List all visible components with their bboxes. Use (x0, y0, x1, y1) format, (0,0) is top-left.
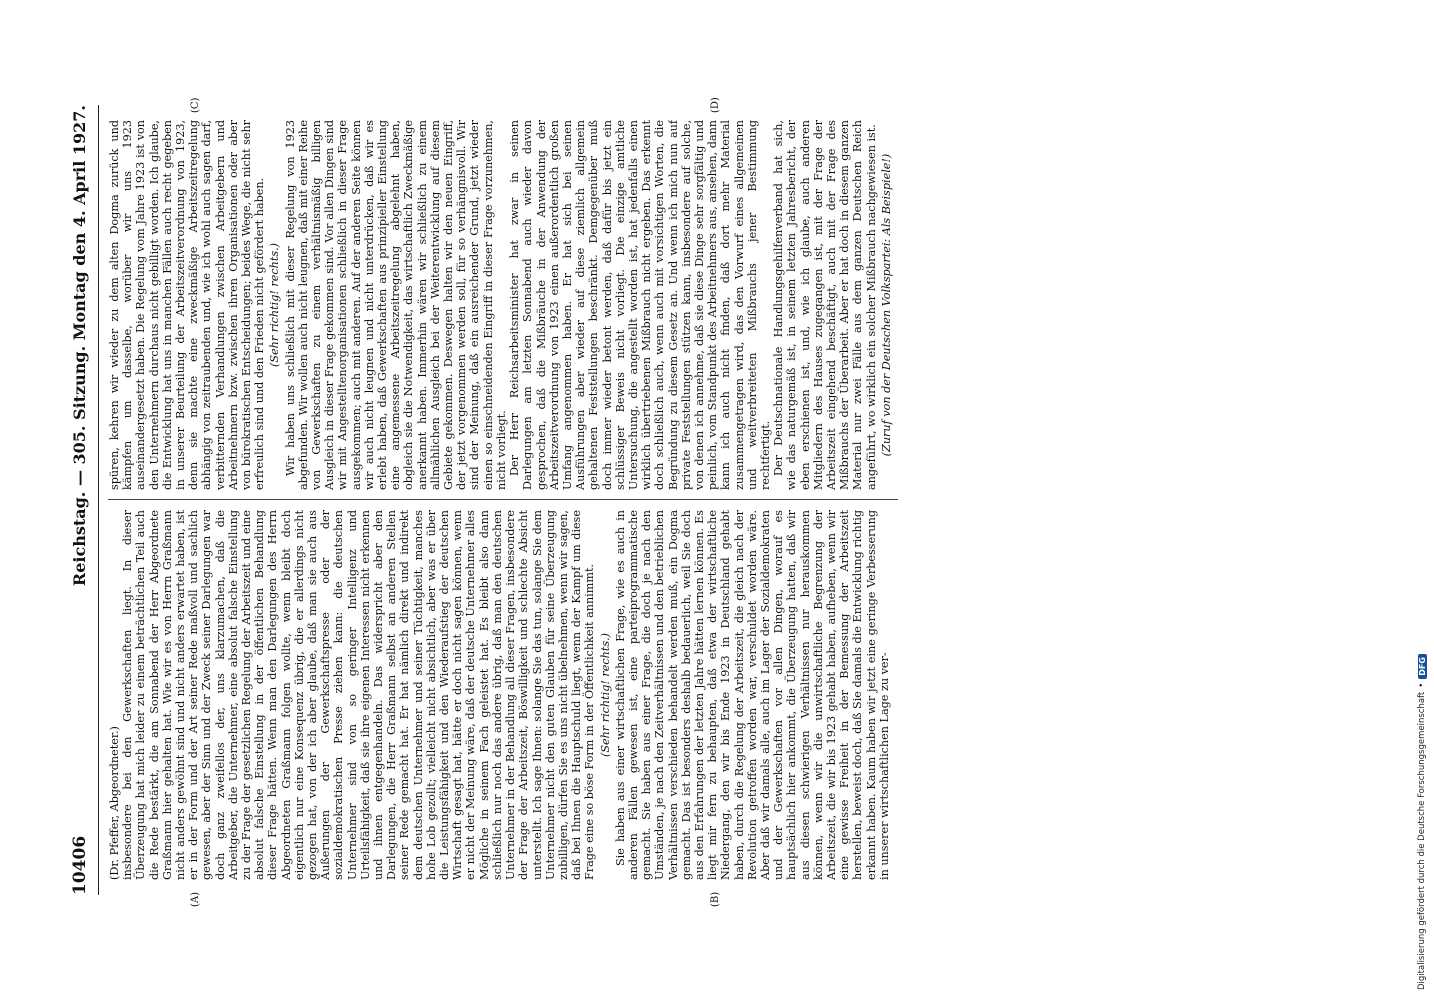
dfg-logo-badge: DFG (1418, 654, 1427, 679)
paragraph: Der Herr Reichsarbeitsminister hat zwar in seinen Darlegungen am letzten Sonnabend auch wieder davon gesprochen, daß die Mißbräuche in der Anwendung der Arbeitszeitverordnung von 1923 einen außerordentlich großen Umfang angenommen haben. Er hat sich bei seinen Ausführungen aber wieder auf diese ziemlich allgemein gehaltenen Feststellungen beschränkt. Demgegenüber muß doch immer wieder betont werden, daß dafür bis jetzt ein schlüssiger Beweis nicht vorliegt. Die einzige amtliche Untersuchung, die angestellt worden ist, hat jedenfalls einen wirklich übertriebenen Mißbrauch nicht ergeben. Das erkennt doch schließlich auch, wenn auch mit vorsichtigen Worten, die Begründung zu diesem Gesetz an. Und wenn ich mich nun auf private Feststellungen stützen kann, insbesondere auf solche, von denen ich annehme, daß sie diese Dinge sehr sorgfältig und peinlich, vom Standpunkt des Arbeitnehmers aus, ansehen, dann kann ich auch nicht finden, daß dort mehr Material zusammengetragen wird, das den Vorwurf eines allgemeinen und weitverbreiteten Mißbrauchs jener Bestimmung rechtfertigt. (508, 120, 772, 490)
paragraph: insbesondere bei den Gewerkschaften liegt. In dieser Überzeugung hat mich leider zu einem beträchtlichen Teil auch die Rede bestärkt, die am Sonnabend der Herr Abgeordnete Graßmann hier gehalten hat. Wie wir es von Herrn Graßmann nicht anders gewöhnt sind und nicht anders erwartet haben, ist er in der Form und der Art seiner Rede maßvoll und sachlich gewesen, aber der Sinn und der Zweck seiner Darlegungen war doch ganz zweifellos der, uns klarzumachen, daß die Arbeitgeber, die Unternehmer, eine absolut falsche Einstellung zu der Frage der gesetzlichen Regelung der Arbeitszeit und eine absolut falsche Einstellung in der öffentlichen Behandlung dieser Frage hätten. Wenn man den Darlegungen des Herrn Abgeordneten Graßmann folgen wollte, wenn bleibt doch eigentlich nur eine Konsequenz übrig, die er allerdings nicht gezogen hat, von der ich aber glaube, daß man sie auch aus Äußerungen der Gewerkschaftspresse oder der sozialdemokratischen Presse ziehen kann: die deutschen Unternehmer sind von so geringer Intelligenz und Urteilsfähigkeit, daß sie ihre eigenen Interessen nicht erkennen und ihnen entgegenhandeln. Das widerspricht aber den Darlegungen, die Herr Graßmann selbst an anderen Stellen seiner Rede gemacht hat. Er hat nämlich direkt und indirekt dem deutschen Unternehmer und seiner Tüchtigkeit, manches hohe Lob gezollt; vielleicht nicht absichtlich, aber was er über die Leistungsfähigkeit und den Wiederaufstieg der deutschen Wirtschaft gesagt hat, hätte er doch nicht sagen können, wenn er nicht der Meinung wäre, daß der deutsche Unternehmer alles Mögliche in seinem Fach geleistet hat. Es bleibt also dann schließlich nur noch das andere übrig, daß man den deutschen Unternehmer in der Behandlung all dieser Fragen, insbesondere der Frage der Arbeitszeit, Böswilligkeit und schlechte Absicht unterstellt. Ich sage Ihnen: solange Sie das tun, solange Sie dem Unternehmer nicht den guten Glauben für seine Überzeugung zubilligen, dürfen Sie es uns nicht übelnehmen, wenn wir sagen, daß bei Ihnen die Hauptschuld liegt, wenn der Kampf um diese Frage eine so böse Form in der Öffentlichkeit annimmt. (121, 510, 597, 880)
paragraph: Sie haben aus einer wirtschaftlichen Frage, wie es auch in anderen Fällen gewesen ist, eine parteiprogrammatische gemacht. Sie haben aus einer Frage, die doch je nach den Umständen, je nach den Zeitverhältnissen und den betrieblichen Verhältnissen verschieden behandelt werden muß, ein Dogma gemacht. Das ist besonders deshalb bedauerlich, weil Sie doch aus den Erfahrungen der letzten Jahre hätten lernen können. Es liegt mir fern zu behaupten, daß etwa der wirtschaftliche Niedergang, den wir bis Ende 1923 in Deutschland gehabt haben, durch die Regelung der Arbeitszeit, die gleich nach der Revolution getroffen worden war, verschuldet worden wäre. Aber daß wir damals alle, auch im Lager der Sozialdemokraten und der Gewerkschaften vor allen Dingen, worauf es hauptsächlich hier ankommt, die Überzeugung hatten, daß wir aus diesen schwierigen Verhältnissen nur herauskommen können, wenn wir die unwirtschaftliche Begrenzung der Arbeitszeit, die wir bis 1923 gehabt haben, aufheben, wenn wir eine gewisse Freiheit in der Bemessung der Arbeitszeit herstellen, beweist doch, daß Sie damals die Entwicklung richtig erkannt haben. Kaum haben wir jetzt eine geringe Verbesserung in unserer wirtschaftlichen Lage zu ver- (613, 510, 891, 880)
page-header (70, 105, 98, 895)
digitization-note: Digitalisierung gefördert durch die Deutsche Forschungsgemeinschaft • DFG (1415, 10, 1429, 990)
speaker-label: (Dr. Pfeffer, Abgeordneter.) (108, 726, 121, 880)
margin-letter-a: (A) (190, 891, 201, 907)
interjection: (Sehr richtig! rechts.) (268, 242, 282, 368)
header-rule (98, 105, 99, 895)
margin-letter-c: (C) (190, 97, 201, 113)
paragraph: Der Deutschnationale Handlungsgehilfenverband hat sich, wie das naturgemäß ist, in seinem letzten Jahresbericht, der eben erschienen ist, und, wie ich glaube, auch anderen Mitgliedern des Hauses zugegangen ist, mit der Frage der Arbeitszeit eingehend beschäftigt, auch mit der Frage des Mißbrauchs der Überarbeit. Aber er hat doch in diesem ganzen Material nur zwei Fälle aus dem ganzen Deutschen Reich angeführt, wo wirklich ein solcher Mißbrauch nachgewiesen ist. (772, 120, 878, 490)
interjection: (Zuruf von der Deutschen Volkspartei: Als Beispiele!) (879, 153, 893, 457)
left-column (108, 510, 898, 880)
margin-letter-d: (D) (710, 97, 721, 113)
margin-letter-b: (B) (710, 891, 721, 907)
page-title: Reichstag. — 305. Sitzung. Montag den 4. April 1927. (70, 105, 89, 587)
paragraph: Wir haben uns schließlich mit dieser Regelung von 1923 abgefunden. Wir wollen auch nicht leugnen, daß mit einer Reihe von Gewerkschaften zu einem verhältnismäßig billigen Ausgleich in dieser Frage gekommen sind. Vor allen Dingen sind wir mit Angestelltenorganisationen schließlich in dieser Frage ausgekommen; auch mit anderen. Auf der anderen Seite können wir auch nicht leugnen und nicht unterdrücken, daß wir es erlebt haben, daß Gewerkschaften aus prinzipieller Einstellung eine angemessene Arbeitszeitregelung abgelehnt haben, obgleich sie die Notwendigkeit, das wirtschaftlich Zweckmäßige anerkannt haben. Immerhin wären wir schließlich zu einem allmählichen Ausgleich bei der Weiterentwicklung auf diesem Gebiete gekommen. Deswegen halten wir den neuen Eingriff, der jetzt vorgenommen werden soll, für so verhängnisvoll. Wir sind der Meinung, daß ein ausreichender Grund, jetzt wieder einen so einschneidenden Eingriff in dieser Frage vorzunehmen, nicht vorliegt. (283, 120, 508, 490)
interjection: (Sehr richtig! rechts.) (598, 632, 612, 758)
page-number: 10406 (70, 835, 90, 895)
document-page (70, 85, 1300, 915)
right-column (108, 120, 898, 490)
paragraph: spüren, kehren wir wieder zu dem alten Dogma zurück und kämpfen um dasselbe, worüber wir uns 1923 auseinandergesetzt haben. Die Regelung vom Jahre 1923 ist von den Unternehmern durchaus nicht gebilligt worden. Ich glaube, die Entwicklung hat uns in manchen Fällen auch recht gegeben in unserer Beurteilung der Arbeitszeitverordnung von 1923, denn sie machte eine zweckmäßige Arbeitszeitregelung abhängig von zeitraubenden und, wie ich wohl auch sagen darf, verbitternden Verhandlungen zwischen Arbeitgebern und Arbeitnehmern bzw. zwischen ihren Organisationen oder aber von bürokratischen Entscheidungen; beides Wege, die nicht sehr erfreulich sind und den Frieden nicht gefördert haben. (108, 120, 267, 490)
digitization-text: Digitalisierung gefördert durch die Deutsche Forschungsgemeinschaft (1417, 691, 1427, 990)
column-divider (108, 499, 898, 500)
